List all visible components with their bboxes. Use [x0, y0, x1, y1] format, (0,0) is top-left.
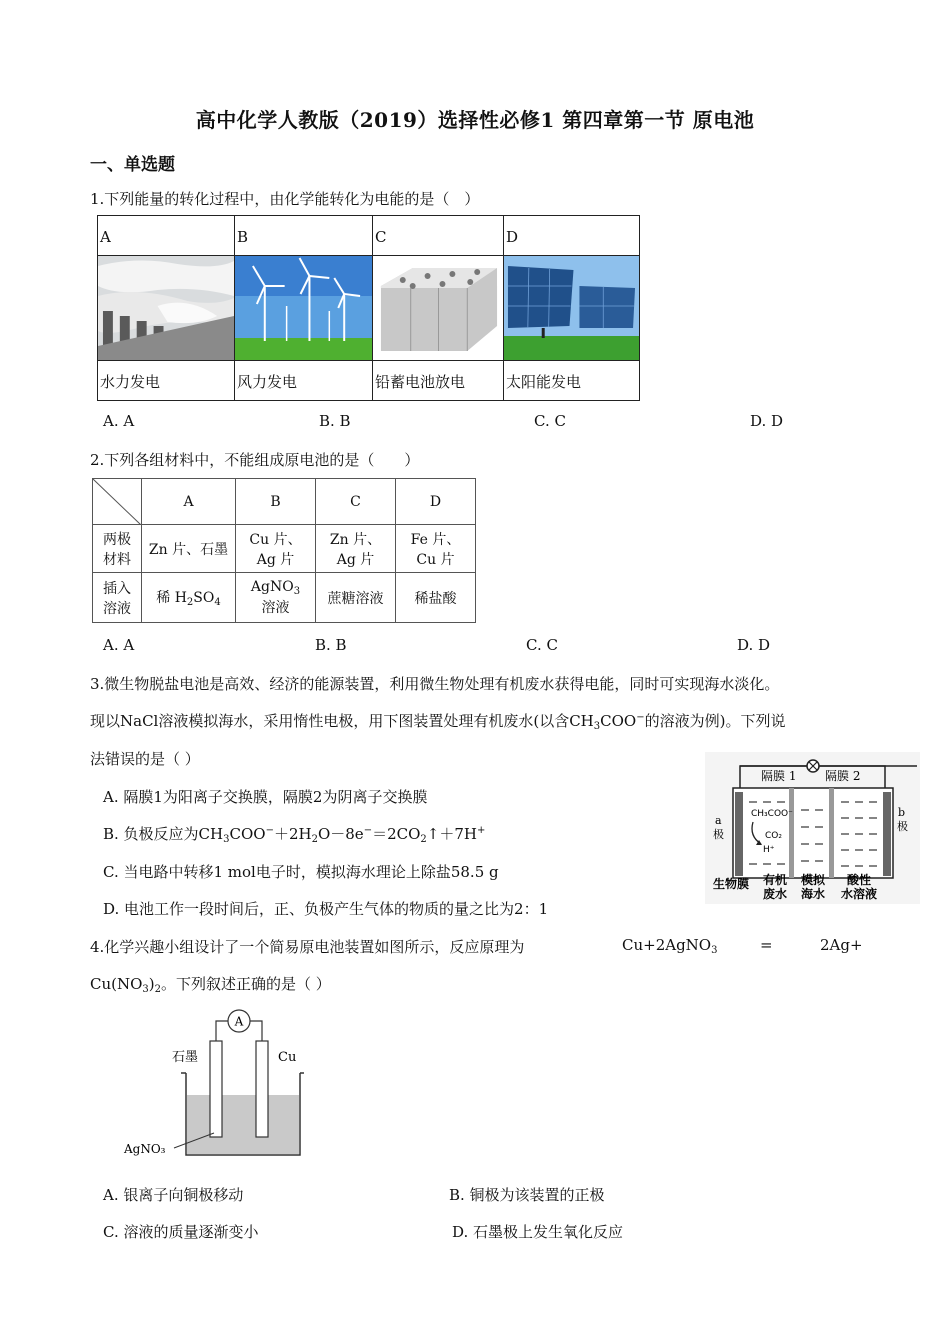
q2-row1-label: 两极 材料: [93, 525, 142, 573]
q4-line1-equation: Cu+2AgNO$_3$: [622, 936, 718, 956]
q2-col-b: B: [236, 479, 316, 525]
q4-option-a[interactable]: A. 银离子向铜极移动: [103, 1186, 244, 1204]
q4-line1-equals: =: [760, 936, 773, 954]
graphite-electrode: [210, 1041, 222, 1137]
q3-cell-diagram: [705, 752, 920, 904]
q4-option-d[interactable]: D. 石墨极上发生氧化反应: [452, 1223, 624, 1241]
q3-co2-label: CO₂: [765, 831, 782, 841]
q2-stem: 2.下列各组材料中，不能组成原电池的是（ ）: [90, 451, 420, 469]
q4-solution-label: AgNO₃: [124, 1142, 166, 1156]
q1-option-d[interactable]: D. D: [750, 412, 784, 430]
q2-row1-d: Fe 片、 Cu 片: [396, 525, 476, 573]
q1-label-c: 铅蓄电池放电: [373, 361, 504, 401]
q2-option-d[interactable]: D. D: [737, 636, 771, 654]
q1-stem: 1.下列能量的转化过程中，由化学能转化为电能的是（ ）: [90, 190, 480, 208]
q3-option-c[interactable]: C. 当电路中转移1 mol电子时，模拟海水理论上除盐58.5 g: [103, 863, 499, 881]
q2-row2-label: 插入 溶液: [93, 573, 142, 623]
document-title: 高中化学人教版（2019）选择性必修1 第四章第一节 原电池: [195, 108, 755, 132]
q1-image-wind: [235, 256, 373, 361]
q2-table: [92, 478, 476, 623]
q1-header-b: B: [235, 216, 373, 256]
q3-electrode-b-label2: 极: [897, 820, 908, 833]
q1-image-solar: [504, 256, 640, 361]
q4-cell-diagram: [118, 1003, 314, 1167]
q2-col-d: D: [396, 479, 476, 525]
q3-biofilm-label: 生物膜: [713, 877, 750, 891]
q1-label-a: 水力发电: [98, 361, 235, 401]
q4-graphite-label: 石墨: [172, 1050, 199, 1065]
q1-header-d: D: [504, 216, 640, 256]
section-heading: 一、单选题: [90, 155, 175, 175]
electrode-b: [883, 792, 891, 876]
q2-col-a: A: [142, 479, 236, 525]
q1-label-b: 风力发电: [235, 361, 373, 401]
q2-row2-c: 蔗糖溶液: [316, 573, 396, 623]
q1-option-a[interactable]: A. A: [103, 412, 135, 430]
q1-header-a: A: [98, 216, 235, 256]
q4-line1-text: 4.化学兴趣小组设计了一个简易原电池装置如图所示，反应原理为: [90, 938, 525, 956]
q3-option-d[interactable]: D. 电池工作一段时间后，正、负极产生气体的物质的量之比为2：1: [103, 900, 549, 918]
q1-image-hydro: [98, 256, 235, 361]
q2-row2-d: 稀盐酸: [396, 573, 476, 623]
q4-option-c[interactable]: C. 溶液的质量逐渐变小: [103, 1223, 259, 1241]
q2-option-a[interactable]: A. A: [103, 636, 135, 654]
q2-option-b[interactable]: B. B: [315, 636, 347, 654]
q3-organic-waste-label2: 废水: [763, 887, 788, 901]
q2-col-c: C: [316, 479, 396, 525]
q3-electrode-a-label2: 极: [713, 828, 724, 841]
q3-acid-solution-label2: 水溶液: [841, 887, 878, 901]
q2-row2-b: AgNO$_3$ 溶液: [236, 573, 316, 623]
q1-image-battery: [373, 256, 504, 361]
q3-membrane1-label: 隔膜 1: [761, 769, 797, 783]
q2-corner-cell: [93, 479, 142, 525]
q4-line2: $Cu(NO_3)_2$。下列叙述正确的是（ ）: [90, 975, 331, 995]
q4-copper-label: Cu: [278, 1050, 297, 1065]
q2-row1-b: Cu 片、 Ag 片: [236, 525, 316, 573]
q3-option-a[interactable]: A. 隔膜1为阳离子交换膜，隔膜2为阴离子交换膜: [103, 788, 428, 806]
q3-electrode-b-label: b: [898, 806, 906, 819]
q3-line1: 3.微生物脱盐电池是高效、经济的能源装置，利用微生物处理有机废水获得电能，同时可实现海水淡化。: [90, 675, 780, 693]
copper-electrode: [256, 1041, 268, 1137]
q1-option-b[interactable]: B. B: [319, 412, 351, 430]
q4-line1-product: 2Ag+: [820, 936, 863, 954]
q3-line3: 法错误的是（ ）: [90, 750, 200, 768]
q3-hplus-label: H⁺: [763, 845, 775, 855]
q3-seawater-label: 模拟: [801, 873, 826, 887]
q4-ammeter-label: A: [234, 1014, 244, 1029]
q3-membrane2-label: 隔膜 2: [825, 769, 861, 783]
q3-organic-waste-label: 有机: [763, 873, 788, 887]
q1-option-c[interactable]: C. C: [534, 412, 566, 430]
q1-label-d: 太阳能发电: [504, 361, 640, 401]
q1-header-c: C: [373, 216, 504, 256]
q3-electrode-a-label: a: [715, 814, 722, 827]
q2-row1-c: Zn 片、 Ag 片: [316, 525, 396, 573]
q3-seawater-label2: 海水: [801, 887, 826, 901]
q2-row1-a: Zn 片、石墨: [142, 525, 236, 573]
q2-row2-a: 稀 $H_2SO_4$: [142, 573, 236, 623]
electrode-a: [735, 792, 743, 876]
q3-line2: 现以NaCl溶液模拟海水，采用惰性电极，用下图装置处理有机废水(以含$CH_3COO^-$的溶液为例)。下列说: [90, 712, 786, 732]
q3-ch3coo-label: CH₃COO⁻: [751, 809, 793, 819]
solution: [187, 1095, 299, 1154]
q4-option-b[interactable]: B. 铜极为该装置的正极: [449, 1186, 605, 1204]
membrane-2: [829, 788, 834, 878]
q1-table: [97, 215, 640, 401]
q2-option-c[interactable]: C. C: [526, 636, 558, 654]
membrane-1: [789, 788, 794, 878]
q3-acid-solution-label: 酸性: [847, 873, 872, 887]
q3-option-b[interactable]: B. 负极反应为$CH_3COO^-+2H_2O-8e^-=2CO_2↑+7H^+$: [103, 825, 486, 845]
